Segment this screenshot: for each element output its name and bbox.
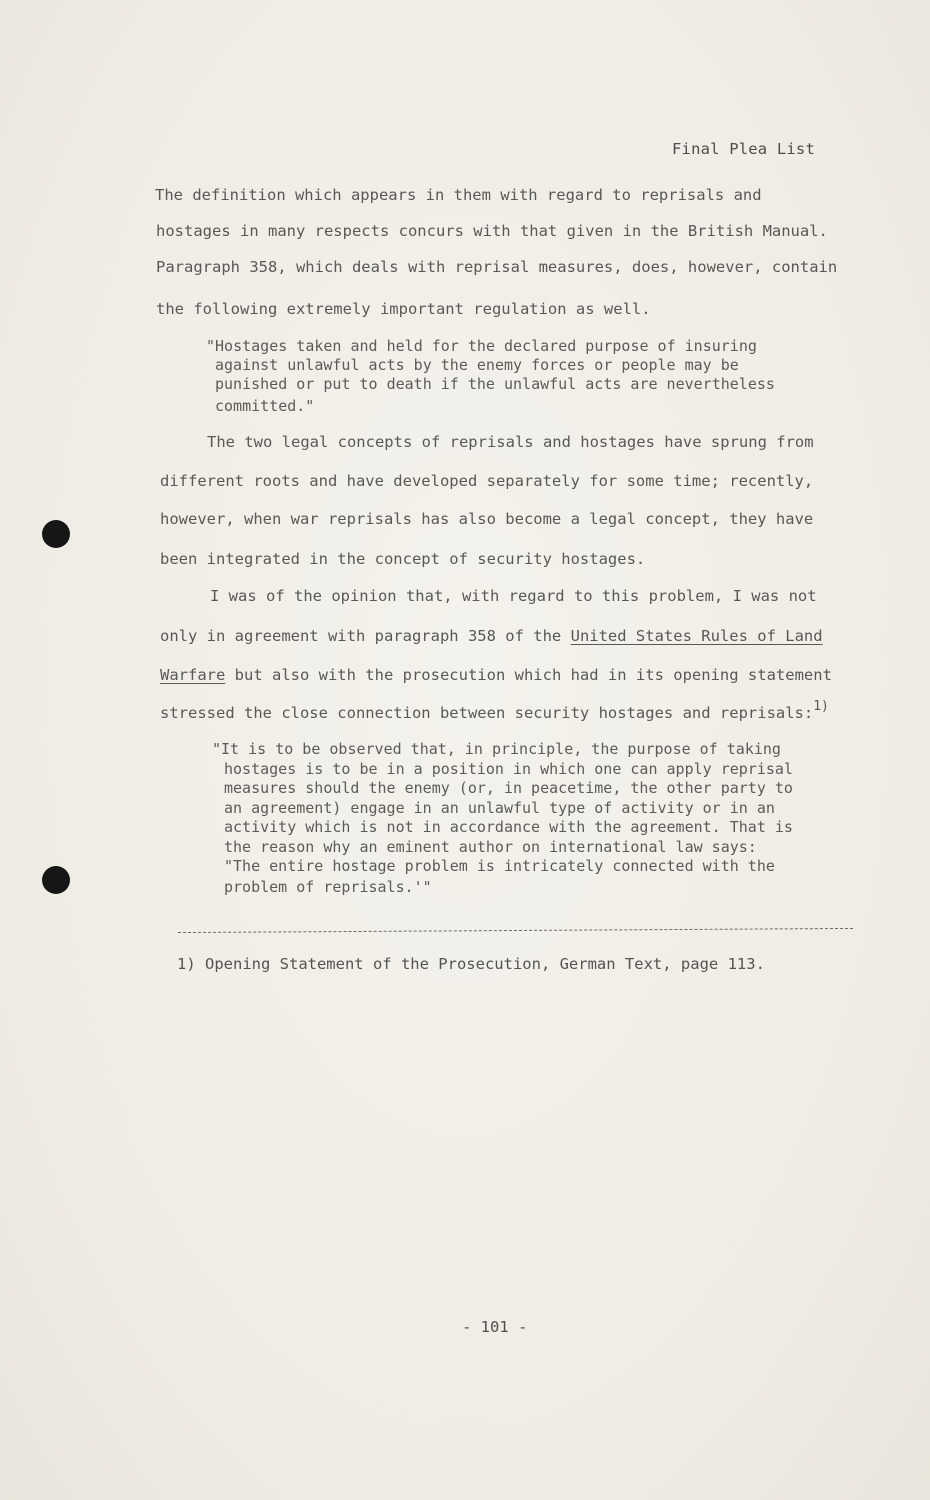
quote2-line: hostages is to be in a position in which one can apply reprisal bbox=[224, 760, 793, 778]
paragraph1-line: The definition which appears in them with regard to reprisals and bbox=[155, 186, 762, 204]
quote1-line: punished or put to death if the unlawful acts are nevertheless bbox=[215, 375, 775, 393]
paragraph2-line: however, when war reprisals has also become a legal concept, they have bbox=[160, 510, 814, 528]
paragraph1-line: Paragraph 358, which deals with reprisal measures, does, however, contain bbox=[156, 258, 838, 276]
footnote-separator bbox=[178, 928, 853, 933]
quote2-line: problem of reprisals.'" bbox=[224, 878, 432, 896]
quote2-line: an agreement) engage in an unlawful type of activity or in an bbox=[224, 799, 775, 817]
paragraph2-line: The two legal concepts of reprisals and hostages have sprung from bbox=[207, 433, 814, 451]
quote2-line: "It is to be observed that, in principle, the purpose of taking bbox=[212, 740, 781, 758]
footnote-marker: 1) bbox=[813, 699, 829, 714]
paragraph3-text: but also with the prosecution which had in its opening statement bbox=[225, 666, 832, 684]
paragraph3-line bbox=[160, 666, 832, 684]
quote2-line: the reason why an eminent author on international law says: bbox=[224, 838, 757, 856]
paragraph3-text: only in agreement with paragraph 358 of the bbox=[160, 627, 571, 645]
manual-title-underlined-continued: Warfare bbox=[160, 666, 226, 684]
manual-title-underlined: United States Rules of Land bbox=[570, 627, 823, 645]
quote1-line: against unlawful acts by the enemy forces or people may be bbox=[215, 356, 739, 374]
paragraph1-line: the following extremely important regulation as well. bbox=[156, 300, 651, 318]
paragraph3-text: stressed the close connection between security hostages and reprisals: bbox=[160, 704, 814, 722]
paragraph1-line: hostages in many respects concurs with that given in the British Manual. bbox=[156, 222, 828, 240]
paragraph2-line: different roots and have developed separately for some time; recently, bbox=[160, 472, 814, 490]
paragraph3-line: I was of the opinion that, with regard to this problem, I was not bbox=[210, 587, 817, 605]
paragraph2-line: been integrated in the concept of security hostages. bbox=[160, 550, 646, 568]
header-title: Final Plea List bbox=[672, 140, 815, 158]
footnote: 1) Opening Statement of the Prosecution, German Text, page 113. bbox=[177, 955, 765, 973]
quote1-line: committed." bbox=[215, 397, 315, 415]
paragraph3-line bbox=[160, 699, 829, 722]
quote2-line: activity which is not in accordance with the agreement. That is bbox=[224, 818, 793, 836]
punch-hole-top bbox=[42, 520, 70, 548]
page-number: - 101 - bbox=[462, 1318, 528, 1336]
punch-hole-bottom bbox=[42, 866, 70, 894]
quote1-line: "Hostages taken and held for the declared purpose of insuring bbox=[206, 337, 757, 355]
quote2-line: measures should the enemy (or, in peacetime, the other party to bbox=[224, 779, 793, 797]
paragraph3-line bbox=[160, 627, 823, 645]
quote2-line: "The entire hostage problem is intricately connected with the bbox=[224, 857, 775, 875]
